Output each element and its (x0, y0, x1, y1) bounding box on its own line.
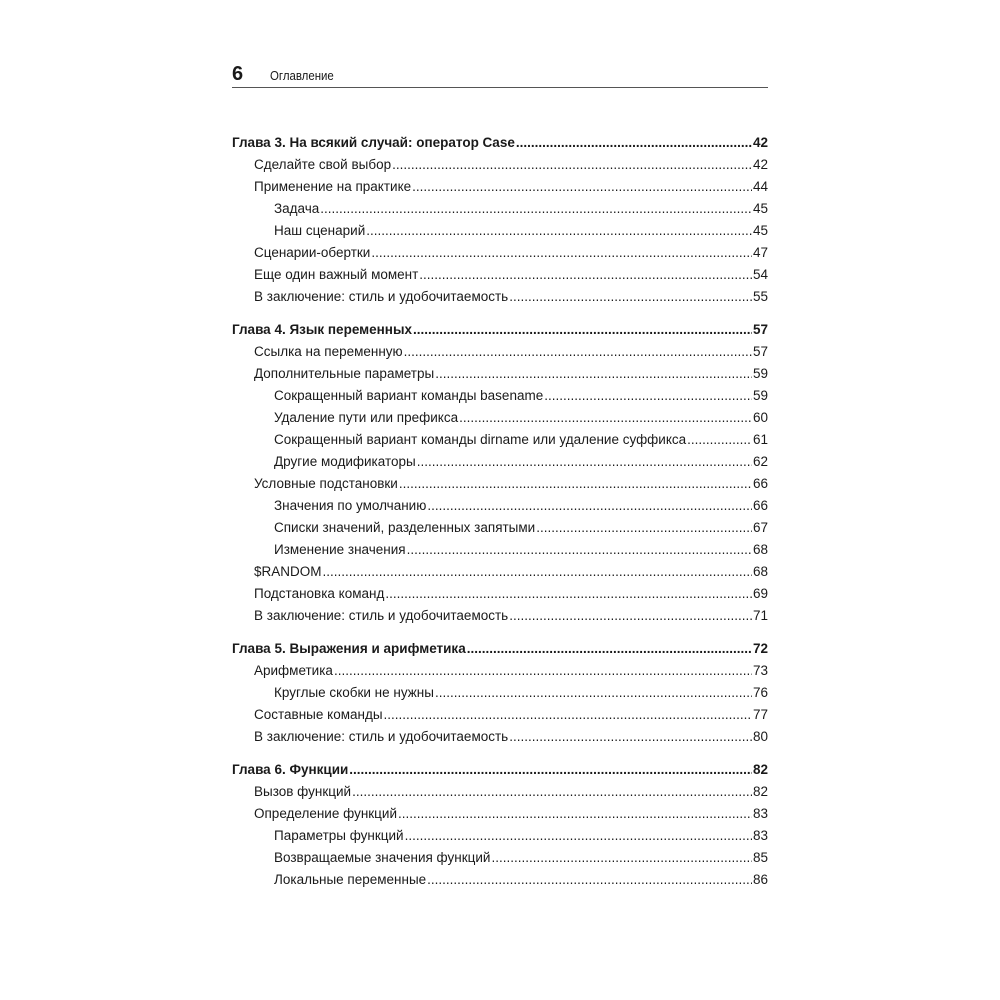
toc-entry-page: 44 (752, 179, 768, 194)
toc-entry-page: 55 (752, 289, 768, 304)
toc-entry-title: Глава 5. Выражения и арифметика (232, 641, 466, 656)
toc-dot-leader (435, 682, 752, 704)
toc-entry-title: Параметры функций (274, 828, 404, 843)
toc-dot-leader (413, 319, 752, 341)
toc-entry-title: Глава 3. На всякий случай: оператор Case (232, 135, 515, 150)
toc-entry-title: Глава 6. Функции (232, 762, 349, 777)
toc-entry-page: 83 (752, 806, 768, 821)
toc-subsection (232, 825, 768, 847)
toc-subsection (232, 495, 768, 517)
toc-entry-page: 67 (752, 520, 768, 535)
toc-dot-leader (427, 495, 752, 517)
toc-entry-title: Условные подстановки (254, 476, 398, 491)
toc-dot-leader (399, 473, 752, 495)
toc-chapter (232, 638, 768, 748)
toc-entry-title: Составные команды (254, 707, 383, 722)
toc-dot-leader (509, 605, 752, 627)
toc-subsection (232, 517, 768, 539)
toc-dot-leader (467, 638, 752, 660)
toc-chapter (232, 759, 768, 891)
toc-dot-leader (412, 176, 752, 198)
toc-entry-title: Другие модификаторы (274, 454, 416, 469)
toc-entry-title: Еще один важный момент (254, 267, 419, 282)
toc-chapter (232, 319, 768, 627)
toc-entry-page: 59 (752, 388, 768, 403)
toc-entry-page: 69 (752, 586, 768, 601)
toc-entry-title: В заключение: стиль и удобочитаемость (254, 289, 509, 304)
toc-entry-page: 77 (752, 707, 768, 722)
toc-dot-leader (491, 847, 752, 869)
toc-entry-page: 82 (752, 784, 768, 799)
toc-subsection (232, 429, 768, 451)
toc-dot-leader (536, 517, 752, 539)
toc-dot-leader (392, 154, 752, 176)
toc-dot-leader (405, 825, 752, 847)
toc-subsection (232, 539, 768, 561)
toc-chapter-heading (232, 319, 768, 341)
toc-dot-leader (419, 264, 752, 286)
toc-dot-leader (509, 726, 752, 748)
toc-entry-title: Арифметика (254, 663, 333, 678)
toc-entry-title: Сокращенный вариант команды dirname или удаление суффикса (274, 432, 687, 447)
toc-dot-leader (509, 286, 752, 308)
toc-section (232, 660, 768, 682)
toc-entry-title: Ссылка на переменную (254, 344, 403, 359)
toc-entry-title: Вызов функций (254, 784, 352, 799)
toc-section (232, 242, 768, 264)
toc-entry-title: В заключение: стиль и удобочитаемость (254, 729, 509, 744)
toc-entry-title: Значения по умолчанию (274, 498, 427, 513)
toc-section (232, 363, 768, 385)
toc-entry-title: Задача (274, 201, 320, 216)
toc-entry-title: $RANDOM (254, 564, 322, 579)
toc-dot-leader (687, 429, 752, 451)
toc-subsection (232, 220, 768, 242)
toc-entry-title: Сокращенный вариант команды basename (274, 388, 544, 403)
toc-entry-page: 66 (752, 476, 768, 491)
toc-entry-title: Локальные переменные (274, 872, 427, 887)
toc-entry-page: 68 (752, 542, 768, 557)
toc-subsection (232, 682, 768, 704)
toc-dot-leader (407, 539, 752, 561)
toc-entry-title: В заключение: стиль и удобочитаемость (254, 608, 509, 623)
toc-dot-leader (404, 341, 752, 363)
toc-dot-leader (398, 803, 752, 825)
toc-dot-leader (427, 869, 752, 891)
toc-entry-title: Подстановка команд (254, 586, 385, 601)
toc-dot-leader (323, 561, 752, 583)
toc-entry-page: 47 (752, 245, 768, 260)
toc-entry-title: Сценарии-обертки (254, 245, 371, 260)
toc-entry-page: 45 (752, 201, 768, 216)
toc-subsection (232, 451, 768, 473)
toc-section (232, 561, 768, 583)
toc-dot-leader (371, 242, 752, 264)
toc-section (232, 154, 768, 176)
toc-dot-leader (544, 385, 752, 407)
toc-entry-title: Списки значений, разделенных запятыми (274, 520, 536, 535)
toc-entry-title: Определение функций (254, 806, 397, 821)
toc-entry-page: 72 (752, 641, 768, 656)
toc-subsection (232, 869, 768, 891)
page-number: 6 (232, 63, 244, 85)
toc-section (232, 803, 768, 825)
toc-entry-title: Глава 4. Язык переменных (232, 322, 412, 337)
toc-dot-leader (385, 583, 752, 605)
toc-entry-page: 85 (752, 850, 768, 865)
toc-section (232, 583, 768, 605)
toc-section (232, 473, 768, 495)
toc-entry-title: Удаление пути или префикса (274, 410, 459, 425)
running-title: Оглавление (270, 68, 334, 83)
toc-entry-page: 66 (752, 498, 768, 513)
toc-entry-title: Применение на практике (254, 179, 412, 194)
toc-entry-title: Дополнительные параметры (254, 366, 435, 381)
toc-chapter-heading (232, 132, 768, 154)
toc-entry-page: 86 (752, 872, 768, 887)
toc-section (232, 264, 768, 286)
toc-entry-page: 45 (752, 223, 768, 238)
toc-entry-page: 42 (752, 157, 768, 172)
toc-dot-leader (320, 198, 752, 220)
toc-subsection (232, 407, 768, 429)
toc-entry-page: 57 (752, 344, 768, 359)
toc-subsection (232, 847, 768, 869)
table-of-contents (232, 132, 768, 902)
toc-entry-page: 61 (752, 432, 768, 447)
toc-entry-page: 83 (752, 828, 768, 843)
toc-entry-page: 59 (752, 366, 768, 381)
toc-entry-page: 42 (752, 135, 768, 150)
toc-section (232, 341, 768, 363)
toc-entry-page: 68 (752, 564, 768, 579)
toc-section (232, 605, 768, 627)
toc-entry-page: 62 (752, 454, 768, 469)
toc-section (232, 176, 768, 198)
toc-section (232, 286, 768, 308)
toc-entry-page: 73 (752, 663, 768, 678)
toc-dot-leader (417, 451, 752, 473)
toc-entry-page: 71 (752, 608, 768, 623)
toc-entry-page: 82 (752, 762, 768, 777)
toc-chapter-heading (232, 638, 768, 660)
toc-entry-page: 60 (752, 410, 768, 425)
toc-section (232, 726, 768, 748)
toc-entry-page: 57 (752, 322, 768, 337)
toc-dot-leader (352, 781, 752, 803)
toc-entry-title: Сделайте свой выбор (254, 157, 392, 172)
toc-dot-leader (459, 407, 752, 429)
toc-chapter-heading (232, 759, 768, 781)
toc-entry-page: 54 (752, 267, 768, 282)
toc-chapter (232, 132, 768, 308)
toc-entry-title: Возвращаемые значения функций (274, 850, 491, 865)
toc-entry-title: Наш сценарий (274, 223, 366, 238)
toc-dot-leader (334, 660, 752, 682)
toc-section (232, 781, 768, 803)
toc-dot-leader (435, 363, 752, 385)
toc-subsection (232, 198, 768, 220)
toc-dot-leader (516, 132, 752, 154)
toc-dot-leader (384, 704, 752, 726)
page-header (232, 60, 768, 88)
toc-dot-leader (349, 759, 752, 781)
toc-dot-leader (366, 220, 752, 242)
toc-entry-title: Изменение значения (274, 542, 406, 557)
toc-subsection (232, 385, 768, 407)
toc-entry-title: Круглые скобки не нужны (274, 685, 434, 700)
toc-entry-page: 80 (752, 729, 768, 744)
toc-entry-page: 76 (752, 685, 768, 700)
toc-section (232, 704, 768, 726)
